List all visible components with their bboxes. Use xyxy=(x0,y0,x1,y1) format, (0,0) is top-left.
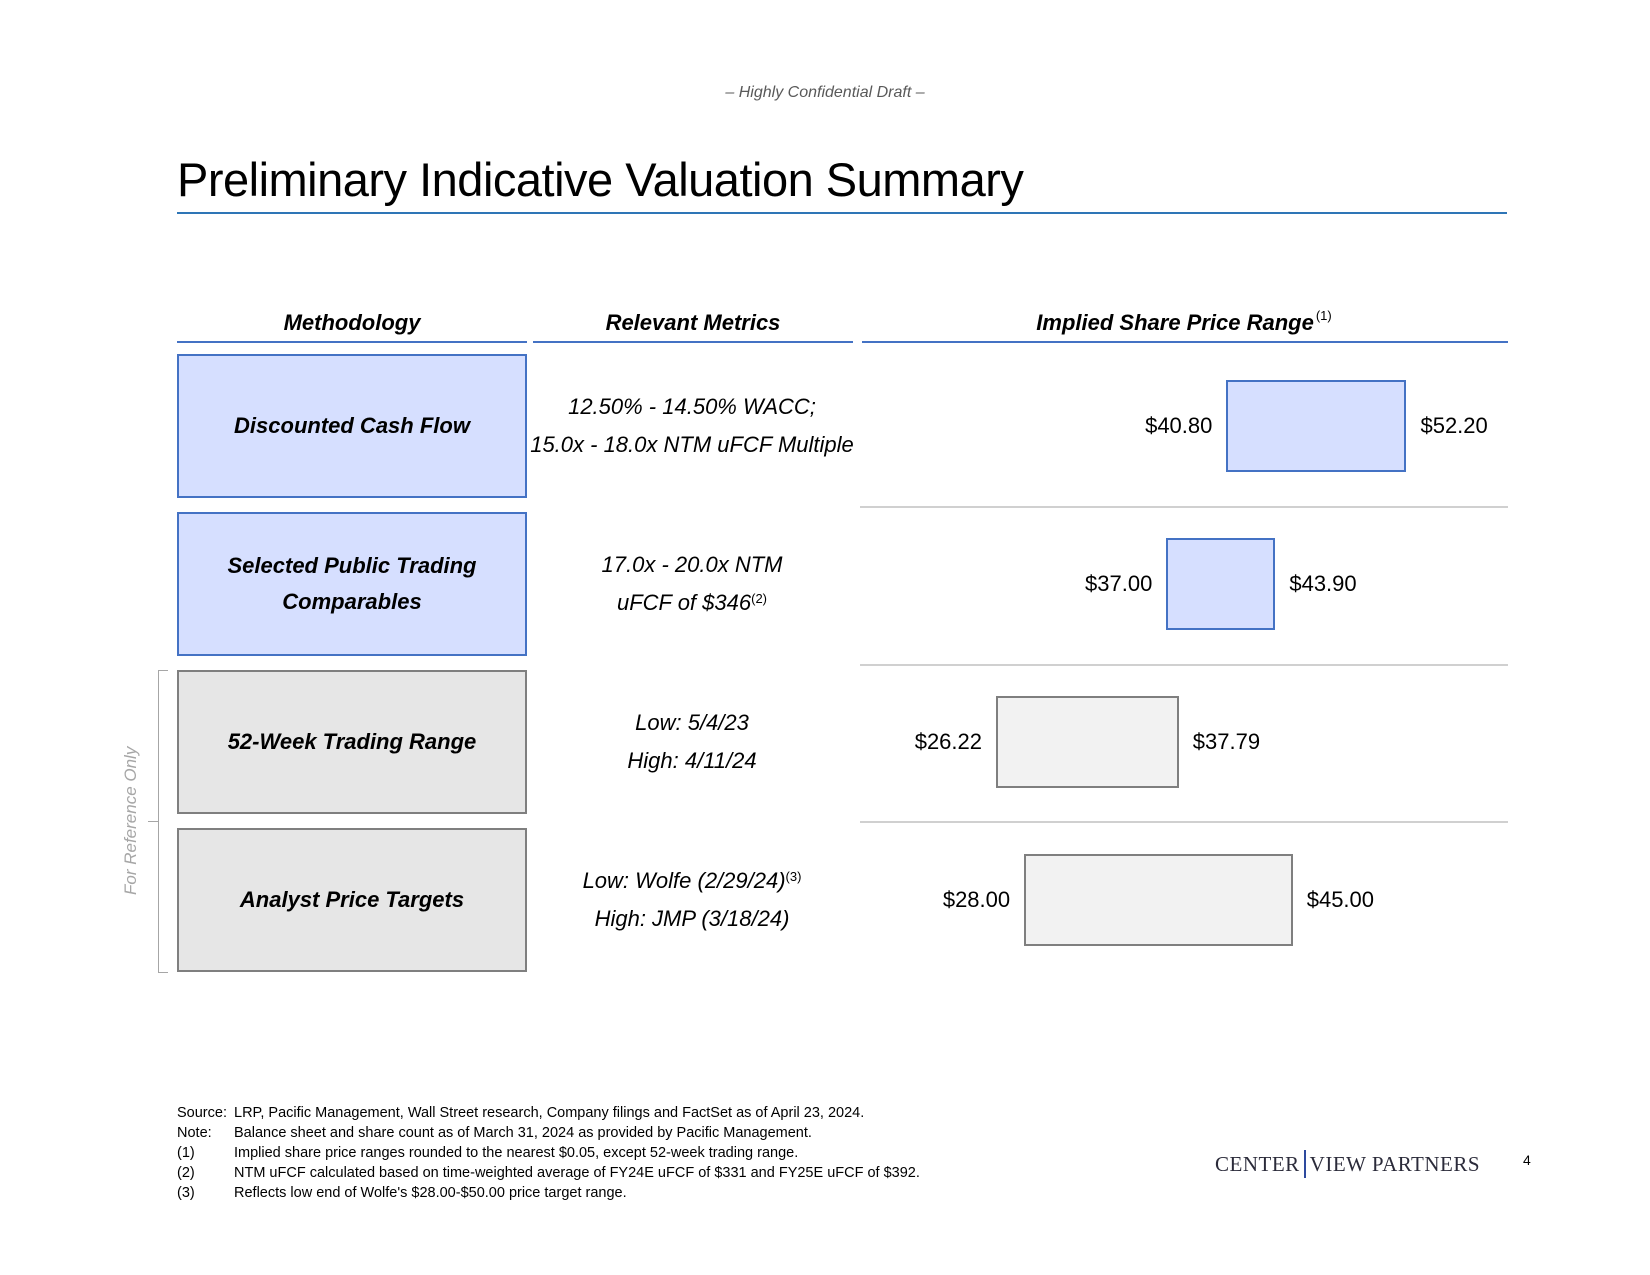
footnote-line: (3) Reflects low end of Wolfe's $28.00-$50.00 price target range. xyxy=(177,1185,627,1201)
column-rule xyxy=(862,341,1508,343)
method-box-analyst-targets: Analyst Price Targets xyxy=(177,828,527,972)
footnote-marker: (3) xyxy=(785,869,802,884)
footnotes xyxy=(177,1103,920,1203)
range-high-label: $52.20 xyxy=(1420,413,1488,438)
range-low-label: $28.00 xyxy=(942,887,1011,912)
metric-line: uFCF of $346$^{(2)}$ xyxy=(616,590,767,615)
column-header-methodology: Methodology xyxy=(283,310,421,335)
column-header-range: Implied Share Price Range $^{(1)}$ xyxy=(1036,308,1332,335)
footnote-line: Source: LRP, Pacific Management, Wall Street research, Company filings and FactSet as of April 23, 2024. xyxy=(177,1105,865,1121)
metric-line: Low: 5/4/23 xyxy=(635,710,749,735)
page-number: 4 xyxy=(1523,1152,1531,1168)
method-box-52-week: 52-Week Trading Range xyxy=(177,670,527,814)
reference-only-label: For Reference Only xyxy=(121,746,140,895)
reference-bracket xyxy=(158,670,159,972)
reference-bracket-tick xyxy=(158,972,168,973)
metric-cell xyxy=(527,828,857,972)
company-logo: CENTER VIEW PARTNERS xyxy=(1215,1150,1480,1178)
method-box-trading-comps: Selected Public Trading Comparables xyxy=(177,512,527,656)
footnote-line: (2) NTM uFCF calculated based on time-weighted average of FY24E uFCF of $331 and FY25E uFCF of $392. xyxy=(177,1165,920,1181)
logo-divider xyxy=(1304,1150,1306,1178)
metric-cell xyxy=(527,512,857,656)
metric-line: High: 4/11/24 xyxy=(627,748,757,773)
column-rule xyxy=(177,341,527,343)
row-separator xyxy=(860,821,1508,823)
reference-bracket-tick xyxy=(148,821,158,822)
column-rule xyxy=(533,341,853,343)
method-box-dcf: Discounted Cash Flow xyxy=(177,354,527,498)
range-high-label: $37.79 xyxy=(1192,729,1261,754)
footnote-marker: (1) xyxy=(1315,308,1332,323)
metric-line: 12.50% - 14.50% WACC; xyxy=(568,394,816,419)
range-bar xyxy=(1166,538,1275,630)
range-low-label: $40.80 xyxy=(1145,413,1213,438)
row-separator xyxy=(860,664,1508,666)
range-high-label: $45.00 xyxy=(1306,887,1375,912)
metric-line: 17.0x - 20.0x NTM xyxy=(601,552,783,577)
page-title: Preliminary Indicative Valuation Summary xyxy=(177,153,1024,206)
range-low-label: $37.00 xyxy=(1085,571,1153,596)
footnote-line: (1) Implied share price ranges rounded to the nearest $0.05, except 52-week trading range. xyxy=(177,1145,799,1161)
metric-line: Low: Wolfe $(2/29/24)^{(3)}$ xyxy=(582,868,802,893)
footnote-marker: (2) xyxy=(751,591,767,606)
title-rule xyxy=(177,212,1507,214)
range-bar xyxy=(1226,380,1406,472)
range-high-label: $43.90 xyxy=(1289,571,1357,596)
range-bar xyxy=(996,696,1179,788)
column-header-metrics: Relevant Metrics xyxy=(605,310,781,335)
metric-cell xyxy=(527,354,857,498)
range-bar xyxy=(1024,854,1293,946)
range-low-label: $26.22 xyxy=(914,729,982,754)
metric-cell xyxy=(527,670,857,814)
metric-line: High: JMP (3/18/24) xyxy=(594,906,790,931)
row-separator xyxy=(860,506,1508,508)
confidential-banner: – Highly Confidential Draft – xyxy=(725,84,925,101)
reference-bracket-tick xyxy=(158,670,168,671)
metric-line: 15.0x - 18.0x NTM uFCF Multiple xyxy=(530,432,854,457)
footnote-line: Note: Balance sheet and share count as of March 31, 2024 as provided by Pacific Management. xyxy=(177,1125,812,1141)
